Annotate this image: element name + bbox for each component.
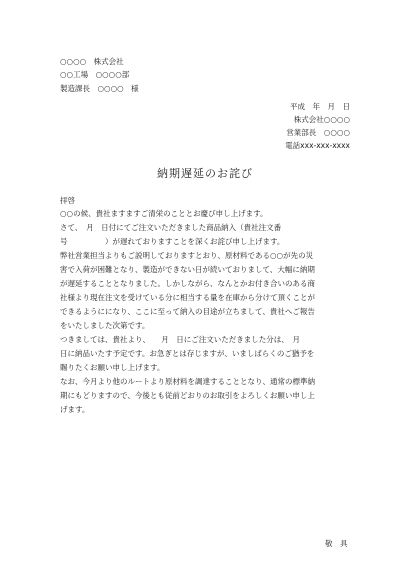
letter-title: 納期遅延のお詫び	[157, 167, 253, 180]
sender-phone: 電話xxx-xxx-xxxx	[285, 141, 350, 150]
body-line: さて、 月 日付にてご注文いただきました商品納入（貴社注文番	[60, 223, 282, 232]
body-line: できるようにになり、ここに至って納入の目途が立ちまして、貴社へご報告	[60, 307, 315, 316]
body-line: 賜りたくお願い申し上げます。	[60, 363, 165, 372]
sender-manager: 営業部長 ○○○○	[286, 128, 350, 137]
body-line: つきましては、貴社より、 月 日にご注文いただきました分は、 月	[60, 335, 300, 344]
body-line: 社様より現在注文を受けている分に相当する量を在庫から分けて頂くことが	[60, 293, 315, 302]
sender-date: 平成 年 月 日	[290, 102, 350, 111]
body-line: ○○の候、貴社ますますご清栄のこととお慶び申し上げます。	[60, 209, 268, 218]
body-line: 害で入荷が困難となり、製造ができない日が続いておりまして、大幅に納期	[60, 265, 315, 274]
salutation: 拝啓	[60, 196, 75, 205]
body-line: が遅延することとなりました。しかしながら、なんとかお付き合いのある商	[60, 279, 315, 288]
body-line: をいたしました次第です。	[60, 321, 150, 330]
closing: 敬 具	[325, 539, 348, 548]
body-line: なお、今月より他のルートより原材料を調達することとなり、通常の標準納	[60, 377, 315, 386]
body-line: 日に納品いたす予定です。お急ぎとは存じますが、いましばらくのご猶予を	[60, 349, 315, 358]
body-line: げます。	[60, 405, 90, 414]
body-line: 期にもどりますので、今後とも従前どおりのお取引をよろしくお願い申し上	[60, 391, 315, 400]
sender-company: 株式会社○○○○	[293, 115, 350, 124]
recipient-company: ○○○○ 株式会社	[60, 57, 124, 66]
recipient-factory: ○○工場 ○○○○部	[60, 70, 130, 79]
body-line: 弊社営業担当よりもご説明しておりますとおり、原材料である○○が先の災	[60, 251, 314, 260]
body-line: 号 ）が遅れておりますことを深くお詫び申し上げます。	[60, 237, 285, 246]
recipient-manager: 製造課長 ○○○○ 様	[60, 84, 139, 93]
